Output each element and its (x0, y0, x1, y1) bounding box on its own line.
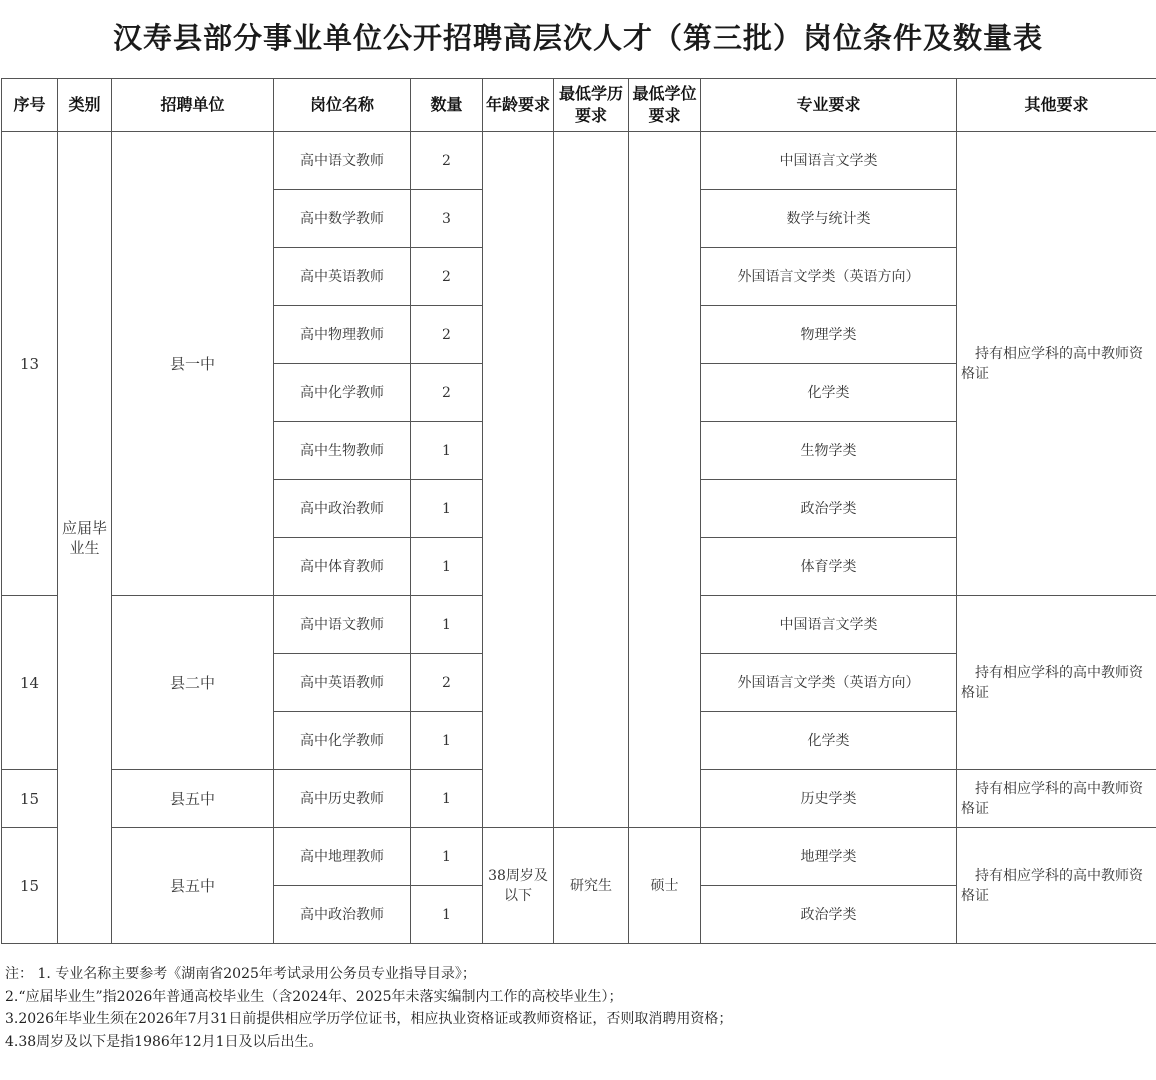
age-cell: 38周岁及以下 (483, 828, 554, 944)
seq-cell: 13 (2, 132, 58, 596)
position-cell: 高中历史教师 (274, 770, 411, 828)
seq-cell: 14 (2, 596, 58, 770)
unit-cell: 县二中 (112, 596, 274, 770)
footnote: 注： 1. 专业名称主要参考《湖南省2025年考试录用公务员专业指导目录》； (5, 966, 476, 982)
count-cell: 1 (411, 480, 483, 538)
header-major: 专业要求 (701, 79, 957, 132)
header-seq: 序号 (2, 79, 58, 132)
degree-cell: 硕士 (629, 828, 701, 944)
major-cell: 外国语言文学类（英语方向） (701, 248, 957, 306)
major-cell: 体育学类 (701, 538, 957, 596)
major-cell: 政治学类 (701, 480, 957, 538)
other-requirement-cell: 持有相应学科的高中教师资格证 (957, 770, 1156, 828)
header-unit: 招聘单位 (112, 79, 274, 132)
seq-cell: 15 (2, 770, 58, 828)
major-cell: 政治学类 (701, 886, 957, 944)
major-cell: 生物学类 (701, 422, 957, 480)
major-cell: 化学类 (701, 364, 957, 422)
header-count: 数量 (411, 79, 483, 132)
count-cell: 1 (411, 422, 483, 480)
count-cell: 2 (411, 132, 483, 190)
page-title: 汉寿县部分事业单位公开招聘高层次人才（第三批）岗位条件及数量表 (112, 21, 1043, 55)
other-requirement-cell: 持有相应学科的高中教师资格证 (957, 596, 1156, 770)
count-cell: 1 (411, 770, 483, 828)
major-cell: 数学与统计类 (701, 190, 957, 248)
count-cell: 2 (411, 248, 483, 306)
count-cell: 1 (411, 538, 483, 596)
major-cell: 化学类 (701, 712, 957, 770)
footnote: 2.“应届毕业生”指2026年普通高校毕业生（含2024年、2025年未落实编制内工作的高校毕业生）； (5, 988, 623, 1005)
other-requirement-cell: 持有相应学科的高中教师资格证 (957, 132, 1156, 596)
footnote: 3.2026年毕业生须在2026年7月31日前提供相应学历学位证书，相应执业资格证或教师资格证，否则取消聘用资格； (5, 1011, 733, 1027)
major-cell: 中国语言文学类 (701, 596, 957, 654)
header-degree: 最低学位要求 (629, 79, 701, 132)
count-cell: 2 (411, 654, 483, 712)
position-cell: 高中化学教师 (274, 712, 411, 770)
age-cell-empty (483, 132, 554, 828)
position-cell: 高中英语教师 (274, 654, 411, 712)
position-cell: 高中化学教师 (274, 364, 411, 422)
position-cell: 高中语文教师 (274, 132, 411, 190)
header-category: 类别 (58, 79, 112, 132)
major-cell: 物理学类 (701, 306, 957, 364)
table-row (2, 828, 1156, 886)
count-cell: 2 (411, 306, 483, 364)
count-cell: 1 (411, 712, 483, 770)
position-cell: 高中政治教师 (274, 886, 411, 944)
other-requirement-cell: 持有相应学科的高中教师资格证 (957, 828, 1156, 944)
count-cell: 2 (411, 364, 483, 422)
major-cell: 历史学类 (701, 770, 957, 828)
position-cell: 高中数学教师 (274, 190, 411, 248)
position-cell: 高中体育教师 (274, 538, 411, 596)
table-row (2, 132, 1156, 190)
seq-cell: 15 (2, 828, 58, 944)
degree-cell-empty (629, 132, 701, 828)
count-cell: 3 (411, 190, 483, 248)
table-body (2, 132, 1156, 944)
header-position: 岗位名称 (274, 79, 411, 132)
header-education: 最低学历要求 (554, 79, 629, 132)
unit-cell: 县一中 (112, 132, 274, 596)
major-cell: 地理学类 (701, 828, 957, 886)
count-cell: 1 (411, 596, 483, 654)
major-cell: 中国语言文学类 (701, 132, 957, 190)
education-cell: 研究生 (554, 828, 629, 944)
position-cell: 高中语文教师 (274, 596, 411, 654)
position-cell: 高中物理教师 (274, 306, 411, 364)
position-cell: 高中生物教师 (274, 422, 411, 480)
category-cell: 应届毕业生 (58, 132, 112, 944)
major-cell: 外国语言文学类（英语方向） (701, 654, 957, 712)
position-cell: 高中地理教师 (274, 828, 411, 886)
position-cell: 高中政治教师 (274, 480, 411, 538)
unit-cell: 县五中 (112, 828, 274, 944)
education-cell-empty (554, 132, 629, 828)
header-age: 年龄要求 (483, 79, 554, 132)
count-cell: 1 (411, 828, 483, 886)
footnote: 4.38周岁及以下是指1986年12月1日及以后出生。 (5, 1033, 323, 1050)
footnotes (5, 963, 732, 1053)
position-cell: 高中英语教师 (274, 248, 411, 306)
count-cell: 1 (411, 886, 483, 944)
unit-cell: 县五中 (112, 770, 274, 828)
recruitment-table (1, 78, 1156, 944)
header-other: 其他要求 (957, 79, 1156, 132)
table-header-row (2, 79, 1156, 132)
